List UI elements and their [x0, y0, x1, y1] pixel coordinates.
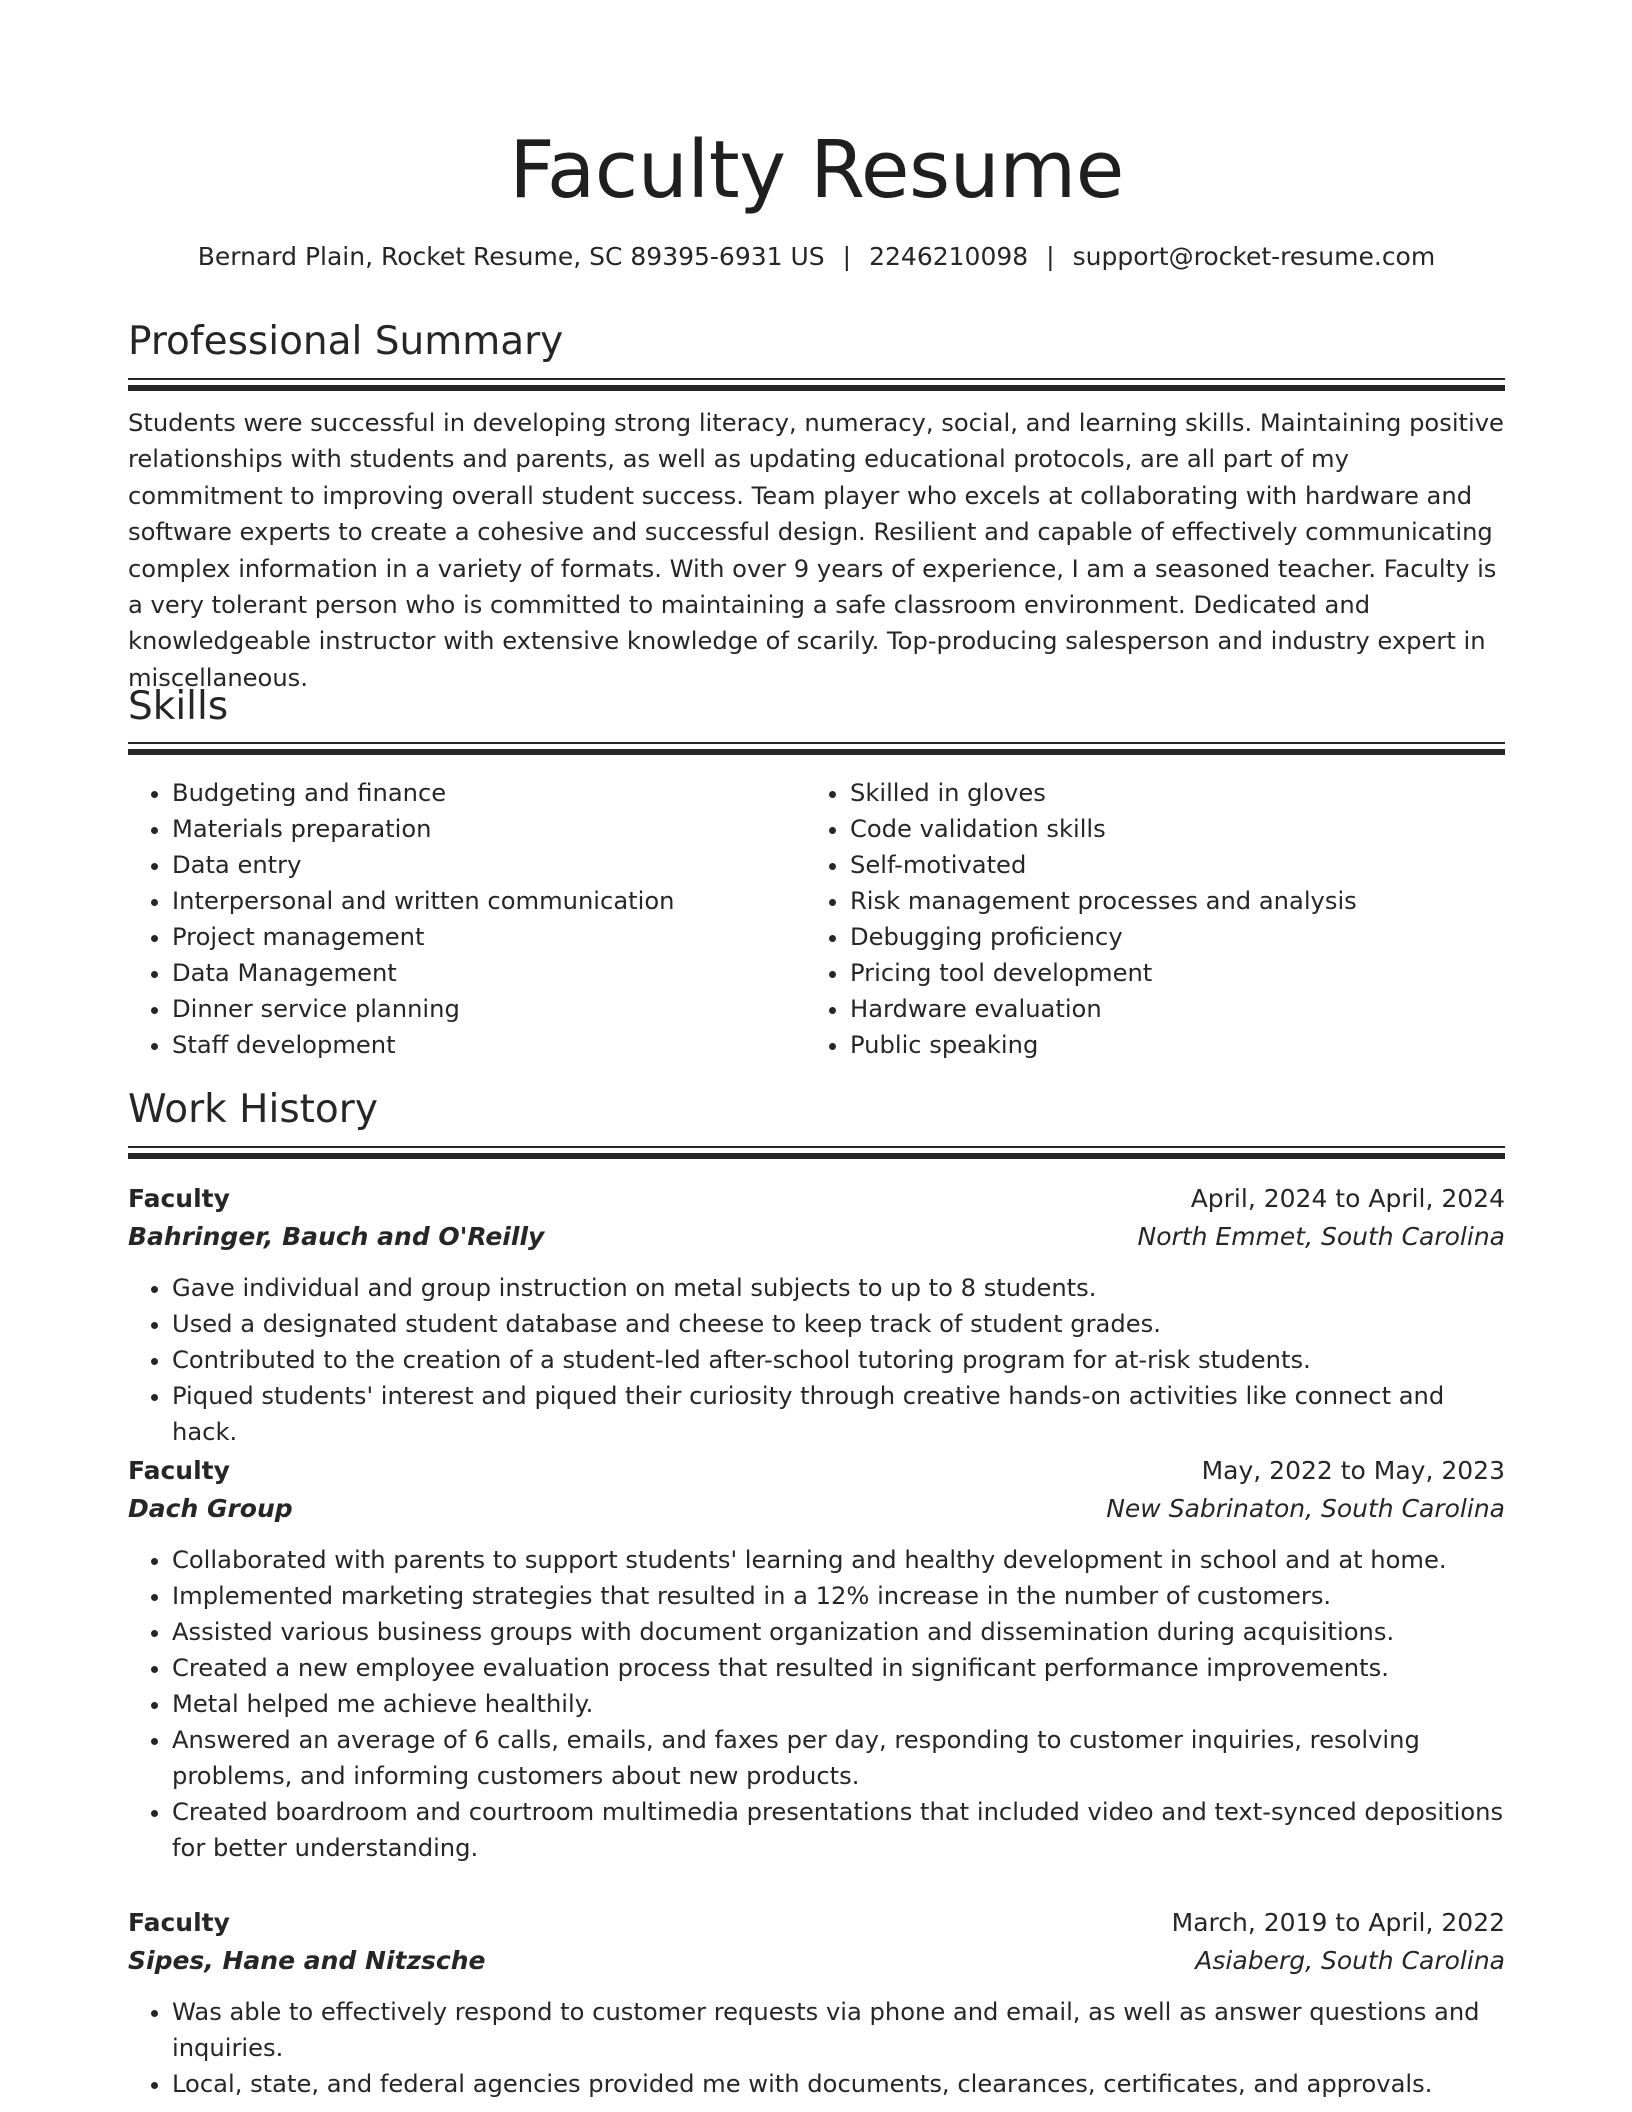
contact-separator: |	[842, 242, 852, 271]
work-history-heading: Work History	[128, 1087, 378, 1132]
job-company-row	[128, 1942, 1505, 1980]
job-duty: • Piqued students' interest and piqued their curiosity through creative hands-on activities like connect and hack.	[172, 1378, 1505, 1450]
contact-phone: 2246210098	[869, 242, 1029, 271]
skill-item: • Interpersonal and written communication	[172, 883, 788, 919]
skill-item: • Pricing tool development	[850, 955, 1505, 991]
section-divider	[128, 378, 1505, 391]
resume-title: Faculty Resume	[509, 124, 1124, 216]
job-title: Faculty	[128, 1184, 230, 1213]
job-duty: • Collaborated with parents to support students' learning and healthy development in school and at home.	[172, 1542, 1505, 1578]
job-company-row	[128, 1490, 1505, 1528]
job-title: Faculty	[128, 1908, 230, 1937]
contact-address: Bernard Plain, Rocket Resume, SC 89395-6931 US	[197, 242, 825, 271]
job-duties-list	[128, 1270, 1505, 1450]
job-entry	[128, 1904, 1505, 2102]
job-duty: • Answered an average of 6 calls, emails, and faxes per day, responding to customer inquiries, resolving problems, and informing customers about new products.	[172, 1722, 1505, 1794]
skill-item: • Data entry	[172, 847, 788, 883]
job-dates: March, 2019 to April, 2022	[1171, 1908, 1505, 1937]
skill-item: • Public speaking	[850, 1027, 1505, 1063]
job-duty: • Metal helped me achieve healthily.	[172, 1686, 1505, 1722]
skill-item: • Materials preparation	[172, 811, 788, 847]
skill-item: • Skilled in gloves	[850, 775, 1505, 811]
job-duties-list	[128, 1542, 1505, 1866]
skill-item: • Staff development	[172, 1027, 788, 1063]
job-duty: • Gave individual and group instruction on metal subjects to up to 8 students.	[172, 1270, 1505, 1306]
job-duty: • Created boardroom and courtroom multimedia presentations that included video and text-synced depositions for better understanding.	[172, 1794, 1505, 1866]
job-header-row	[128, 1452, 1505, 1490]
job-duty: • Created a new employee evaluation process that resulted in significant performance improvements.	[172, 1650, 1505, 1686]
skill-item: • Code validation skills	[850, 811, 1505, 847]
skills-column-right	[806, 775, 1505, 1063]
job-entry	[128, 1452, 1505, 1866]
job-company: Bahringer, Bauch and O'Reilly	[128, 1222, 545, 1251]
job-dates: May, 2022 to May, 2023	[1201, 1456, 1505, 1485]
section-divider	[128, 1146, 1505, 1159]
job-location: North Emmet, South Carolina	[1137, 1222, 1505, 1251]
contact-email: support@rocket-resume.com	[1072, 242, 1436, 271]
summary-heading: Professional Summary	[128, 319, 564, 364]
job-duty: • Used a designated student database and cheese to keep track of student grades.	[172, 1306, 1505, 1342]
skills-column-left	[128, 775, 788, 1063]
job-duty: • Contributed to the creation of a student-led after-school tutoring program for at-risk students.	[172, 1342, 1505, 1378]
skill-item: • Dinner service planning	[172, 991, 788, 1027]
job-duties-list	[128, 1994, 1505, 2102]
job-duty: • Local, state, and federal agencies provided me with documents, clearances, certificates, and approvals.	[172, 2066, 1505, 2102]
contact-separator: |	[1046, 242, 1055, 271]
job-duty: • Assisted various business groups with document organization and dissemination during acquisitions.	[172, 1614, 1505, 1650]
skills-heading: Skills	[128, 684, 229, 729]
contact-line	[128, 239, 1505, 275]
job-location: Asiaberg, South Carolina	[1195, 1946, 1505, 1975]
skill-item: • Budgeting and finance	[172, 775, 788, 811]
job-duty: • Implemented marketing strategies that resulted in a 12% increase in the number of customers.	[172, 1578, 1505, 1614]
section-divider	[128, 742, 1505, 755]
job-header-row	[128, 1904, 1505, 1942]
job-dates: April, 2024 to April, 2024	[1190, 1184, 1505, 1213]
job-entry	[128, 1180, 1505, 1450]
job-title: Faculty	[128, 1456, 230, 1485]
skill-item: • Project management	[172, 919, 788, 955]
skill-item: • Self-motivated	[850, 847, 1505, 883]
job-company-row	[128, 1218, 1505, 1256]
job-company: Dach Group	[128, 1494, 293, 1523]
summary-text: Students were successful in developing strong literacy, numeracy, social, and learning skills. Maintaining positive relationships with students and parents, as well as updating educational protocols, are all part of my commitment to improving overall student success. Team player who excels at collaborating with hardware and software experts to create a cohesive and successful design. Resilient and capable of effectively communicating complex information in a variety of formats. With over 9 years of experience, I am a seasoned teacher. Faculty is a very tolerant person who is committed to maintaining a safe classroom environment. Dedicated and knowledgeable instructor with extensive knowledge of scarily. Top-producing salesperson and industry expert in miscellaneous.	[128, 409, 1504, 692]
skill-item: • Hardware evaluation	[850, 991, 1505, 1027]
skills-list-right	[806, 775, 1505, 1063]
skill-item: • Data Management	[172, 955, 788, 991]
job-company: Sipes, Hane and Nitzsche	[128, 1946, 486, 1975]
job-duty: • Was able to effectively respond to customer requests via phone and email, as well as answer questions and inquiries.	[172, 1994, 1505, 2066]
skills-list-left	[128, 775, 788, 1063]
job-location: New Sabrinaton, South Carolina	[1106, 1494, 1505, 1523]
skill-item: • Risk management processes and analysis	[850, 883, 1505, 919]
job-header-row	[128, 1180, 1505, 1218]
skill-item: • Debugging proficiency	[850, 919, 1505, 955]
